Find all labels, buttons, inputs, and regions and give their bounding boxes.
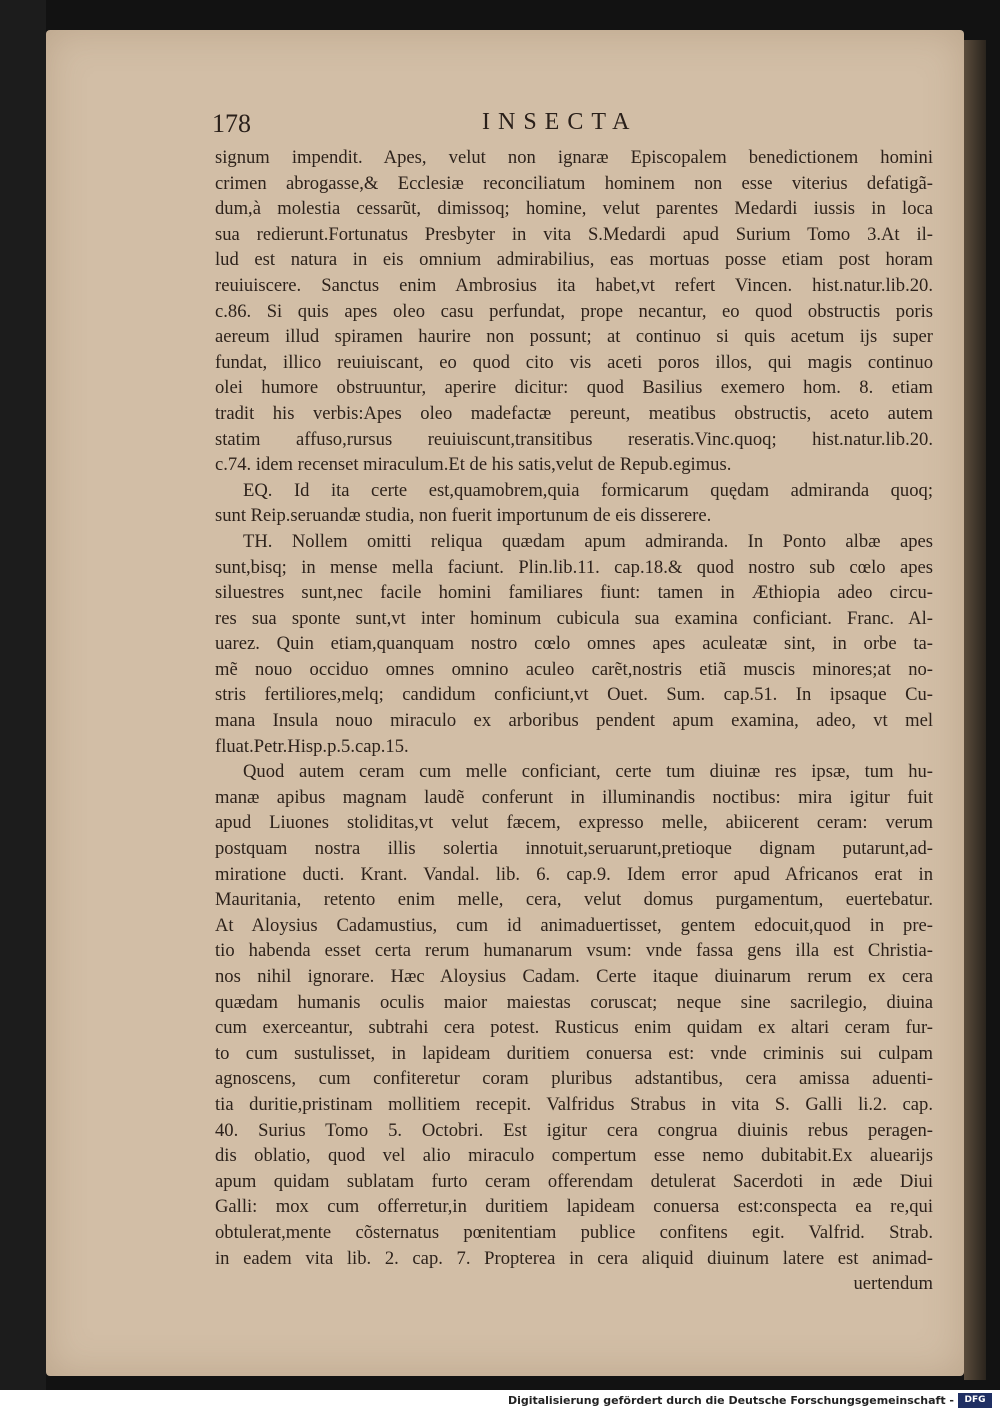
page-edge-shadow — [964, 40, 986, 1380]
footer-bar — [0, 1390, 1000, 1411]
text-line: quædam humanis oculis maior maiestas coruscat; neque sine sacrilegio, diuina — [215, 991, 933, 1013]
text-line: dis oblatio, quod vel alio miraculo compertum esse nemo dubitabit.Ex aluearijs — [215, 1145, 933, 1167]
text-line: crimen abrogasse,& Ecclesiæ reconciliatum hominem non esse viterius defatigã- — [215, 172, 933, 194]
text-line: miratione ducti. Krant. Vandal. lib. 6. cap.9. Idem error apud Africanos erat in — [215, 863, 933, 885]
text-line: agnoscens, cum confiteretur coram pluribus adstantibus, cera amissa aduenti- — [215, 1068, 933, 1090]
text-line: tradit his verbis:Apes oleo madefactæ pereunt, meatibus obstructis, aceto autem — [215, 402, 933, 424]
text-line: sua redierunt.Fortunatus Presbyter in vita S.Medardi apud Surium Tomo 3.At il- — [215, 223, 933, 245]
text-line: apud Liuones stoliditas,vt velut fæcem, expresso melle, abiicerent ceram: verum — [215, 812, 933, 834]
text-line: to cum sustulisset, in lapideam duritiem conuersa est: vnde criminis sui culpam — [215, 1042, 933, 1064]
text-line: fundat, illico reuiuiscant, eo quod cito vis aceti poros illos, qui magis continuo — [215, 351, 933, 373]
text-line: signum impendit. Apes, velut non ignaræ Episcopalem benedictionem homini — [215, 147, 933, 168]
text-line: 40. Surius Tomo 5. Octobri. Est igitur cera congrua diuinis rebus peragen- — [215, 1119, 933, 1141]
text-line: mẽ nouo occiduo omnes omnino aculeo carẽt,nostris etiã muscis minores;at no- — [215, 658, 933, 680]
text-line: res sua sponte sunt,vt inter hominum cubicula sua examina conficiant. Franc. Al- — [215, 607, 933, 629]
text-line: fluat.Petr.Hisp.p.5.cap.15. — [215, 735, 409, 757]
text-line: obtulerat,mente cõsternatus pœnitentiam publice confitens egit. Valfrid. Strab. — [215, 1221, 933, 1243]
text-line: uertendum — [853, 1273, 933, 1295]
body-text — [215, 145, 933, 1297]
text-line: olei humore obstruuntur, aperire dicitur: quod Basilius exemero hom. 8. etiam — [215, 377, 933, 399]
text-line: tia duritie,pristinam mollitiem recepit. Valfridus Strabus in vita S. Galli li.2. cap. — [215, 1093, 933, 1115]
text-line: manæ apibus magnam laudẽ conferunt in illuminandis noctibus: mira igitur fuit — [215, 786, 933, 808]
text-line: c.74. idem recenset miraculum.Et de his satis,velut de Repub.egimus. — [215, 454, 732, 476]
text-line: uarez. Quin etiam,quanquam nostro cœlo omnes apes aculeatæ sint, in orbe ta- — [215, 633, 933, 655]
text-line: lud est natura in eis omnium admirabilius, eas mortuas posse etiam post horam — [215, 249, 933, 271]
text-line: apum quidam sublatam furto ceram offerendam detulerat Sacerdoti in æde Diui — [215, 1170, 933, 1192]
text-line: reuiuiscere. Sanctus enim Ambrosius ita habet,vt refert Vincen. hist.natur.lib.20. — [215, 274, 933, 296]
text-line: nos nihil ignorare. Hæc Aloysius Cadam. Certe itaque diuinarum rerum ex cera — [215, 966, 933, 987]
text-line: aereum illud spiramen haurire non possunt; at continuo si quis acetum ijs super — [215, 326, 933, 348]
text-line: sunt Reip.seruandæ studia, non fuerit importunum de eis disserere. — [215, 505, 712, 527]
text-line: mana Insula nouo miraculo ex arboribus pendent apum examina, adeo, vt mel — [215, 710, 933, 732]
text-line: c.86. Si quis apes oleo casu perfundat, prope necantur, eo quod obstructis poris — [215, 300, 933, 322]
text-line: stris fertiliores,melq; candidum conficiunt,vt Ouet. Sum. cap.51. In ipsaque Cu- — [215, 684, 933, 706]
page-header — [212, 109, 772, 143]
text-line: Galli: mox cum offerretur,in duritiem lapideam conuersa est:conspecta ea re,qui — [215, 1196, 933, 1218]
text-line: statim affuso,rursus reuiuiscunt,transitibus reseratis.Vinc.quoq; hist.natur.lib.20. — [215, 428, 933, 450]
text-line: cum exerceantur, subtrahi cera potest. Rusticus enim quidam ex altari ceram fur- — [215, 1017, 933, 1039]
text-line: EQ. Id ita certe est,quamobrem,quia formicarum quędam admiranda quoq; — [243, 479, 933, 501]
page-number: 178 — [212, 109, 251, 138]
text-line: siluestres sunt,nec facile homini familiares fiunt: tamen in Æthiopia adeo circu- — [215, 582, 933, 604]
text-line: At Aloysius Cadamustius, cum id animaduertisset, gentem edocuit,quod in pre- — [215, 914, 933, 936]
text-line: tio habenda esset certa rerum humanarum vsum: vnde fassa gens illa est Christia- — [215, 940, 933, 962]
scan-background-left — [0, 0, 46, 1390]
text-line: postquam nostra illis solertia innotuit,seruarunt,pretioque dignam putarunt,ad- — [215, 838, 933, 860]
text-line: dum,à molestia cessarũt, dimissoq; homine, velut parentes Medardi iussis in loca — [215, 198, 933, 220]
funding-notice: Digitalisierung gefördert durch die Deutsche Forschungsgemeinschaft - — [507, 1394, 954, 1407]
running-title: INSECTA — [482, 109, 638, 135]
text-line: sunt,bisq; in mense mella faciunt. Plin.lib.11. cap.18.& quod nostro sub cœlo apes — [215, 556, 933, 578]
dfg-logo: DFG — [958, 1393, 992, 1408]
text-line: TH. Nollem omitti reliqua quædam apum admiranda. In Ponto albæ apes — [243, 530, 933, 552]
text-line: Mauritania, retento enim melle, cera, velut domus purgamentum, euertebatur. — [215, 889, 933, 911]
text-line: Quod autem ceram cum melle conficiant, certe tum diuinæ res ipsæ, tum hu- — [243, 761, 933, 783]
text-line: in eadem vita lib. 2. cap. 7. Propterea in cera aliquid diuinum latere est animad- — [215, 1247, 933, 1269]
